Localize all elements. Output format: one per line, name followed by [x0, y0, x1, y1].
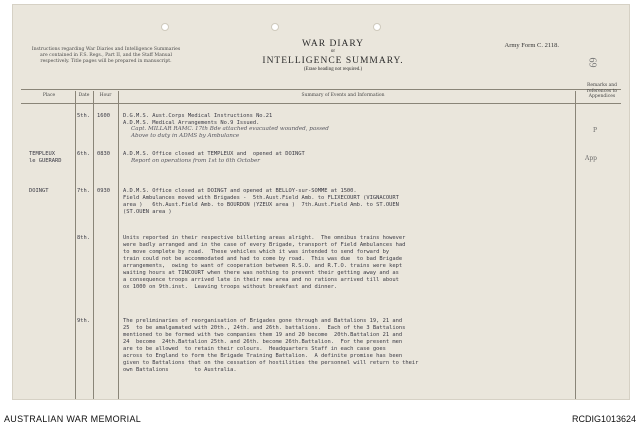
entry-line: a consequence troops arrived late in their new area and no rations arrived till about	[123, 277, 399, 283]
column-divider	[118, 91, 119, 399]
header-instructions: Instructions regarding War Diaries and Intelligence Summaries are contained in F.S. Regs., Part II, and the Staff Manual respectively. Title pages will be prepared in manuscript.	[31, 47, 181, 64]
footer-reference: RCDIG1013624	[571, 414, 636, 424]
column-divider	[75, 91, 76, 399]
entry-hour: 0830	[97, 151, 110, 157]
entry-date: 8th.	[77, 235, 90, 241]
entry-line: The preliminaries of reorganisation of Brigades gone through and Battalions 19, 21 and	[123, 318, 403, 324]
entry-line: D.G.M.S. Aust.Corps Medical Instructions No.21	[123, 113, 273, 119]
entry-line: A.D.M.S. Office closed at DOINGT and opened at BELLOY-sur-SOMME at 1500.	[123, 188, 357, 194]
entry-date: 6th.	[77, 151, 90, 157]
entry-line: are to be allowed to retain their colours. Headquarters Staff in each case goes	[123, 346, 386, 352]
page-title: WAR DIARY	[301, 39, 365, 49]
entry-line: to move complete by road. These vehicles which it was intended to send forward by	[123, 249, 390, 255]
entry-line: arrangements, owing to want of cooperation between R.S.O. and R.T.O. trains were kept	[123, 263, 403, 269]
entry-line: 24 become 24th.Battalion 25th. and 26th. become 26th.Battalion. For the present men	[123, 339, 403, 345]
entry-line: 25 to be amalgamated with 20th., 24th. and 26th. battalions. Each of the 3 Battalions	[123, 325, 406, 331]
remarks-note: P	[593, 127, 598, 134]
title-or: or	[330, 49, 336, 54]
heading-note: (Erase heading not required.)	[303, 67, 363, 72]
entry-place: le GUERARD	[29, 158, 62, 164]
column-divider	[93, 91, 94, 399]
entry-line: area ) 6th.Aust.Field Amb. to BOURDON (YZEUX area ) 7th.Aust.Field Amb. to ST.OUEN	[123, 202, 399, 208]
entry-line: Units reported in their respective billeting areas alright. The omnibus trains however	[123, 235, 406, 241]
column-divider	[575, 91, 576, 399]
form-number: Army Form C. 2118.	[504, 42, 559, 49]
entry-line: were badly arranged and in the case of every Brigade, transport of Field Ambulances had	[123, 242, 406, 248]
entry-line: train could not be accommodated and had to come by road. This was due to bad Brigade	[123, 256, 403, 262]
col-place: Place	[42, 93, 56, 98]
punch-hole	[161, 23, 169, 31]
entry-line: own Battalions to Australia.	[123, 367, 237, 373]
handwritten-note: Report on operations from 1st to 6th October	[131, 158, 260, 164]
entry-line: given to Battalions that on the cessation of hostilities the personnel will return to their	[123, 360, 419, 366]
page-subtitle: INTELLIGENCE SUMMARY.	[262, 56, 404, 66]
entry-date: 9th.	[77, 318, 90, 324]
entry-line: ox 1000 on 9th.inst. Leaving troops without breakfast and dinner.	[123, 284, 338, 290]
handwritten-note: Above to duty in ADMS by Ambulance	[131, 133, 240, 139]
entry-hour: 1600	[97, 113, 110, 119]
entry-line: Field Ambulances moved with Brigades - 5th.Aust.Field Amb. to FLIXECOURT (VIGNACOURT	[123, 195, 399, 201]
col-hour: Hour	[99, 93, 112, 98]
entry-line: across to England to form the Brigade Training Battalion. A definite promise has been	[123, 353, 403, 359]
punch-hole	[271, 23, 279, 31]
punch-hole	[373, 23, 381, 31]
entry-line: mentioned to be formed with two companies them 19 and 20 become 20th.Battalion 21 and	[123, 332, 403, 338]
entry-line: (ST.OUEN area )	[123, 209, 172, 215]
col-date: Date	[78, 93, 90, 98]
entry-date: 5th.	[77, 113, 90, 119]
entry-date: 7th.	[77, 188, 90, 194]
remarks-note: App	[585, 155, 598, 162]
entry-hour: 0930	[97, 188, 110, 194]
page-number: 69	[586, 57, 598, 68]
diary-page	[12, 4, 630, 400]
entry-line: A.D.M.S. Office closed at TEMPLEUX and opened at DOINGT	[123, 151, 305, 157]
entry-place: TEMPLEUX	[29, 151, 55, 157]
col-summary: Summary of Events and Information	[301, 93, 385, 98]
col-remarks: Remarks and references to Appendices	[586, 83, 618, 99]
entry-line: waiting hours at TINCOURT when there was nothing to prevent their getting away and as	[123, 270, 399, 276]
handwritten-note: Capt. MILLAR RAMC. 17th Bde attached evacuated wounded, passed	[131, 126, 329, 132]
table-top-rule	[21, 89, 621, 90]
entry-place: DOINGT	[29, 188, 49, 194]
entry-line: A.D.M.S. Medical Arrangements No.9 Issued.	[123, 120, 260, 126]
footer-source: AUSTRALIAN WAR MEMORIAL	[4, 414, 142, 424]
table-header-rule	[21, 103, 621, 104]
